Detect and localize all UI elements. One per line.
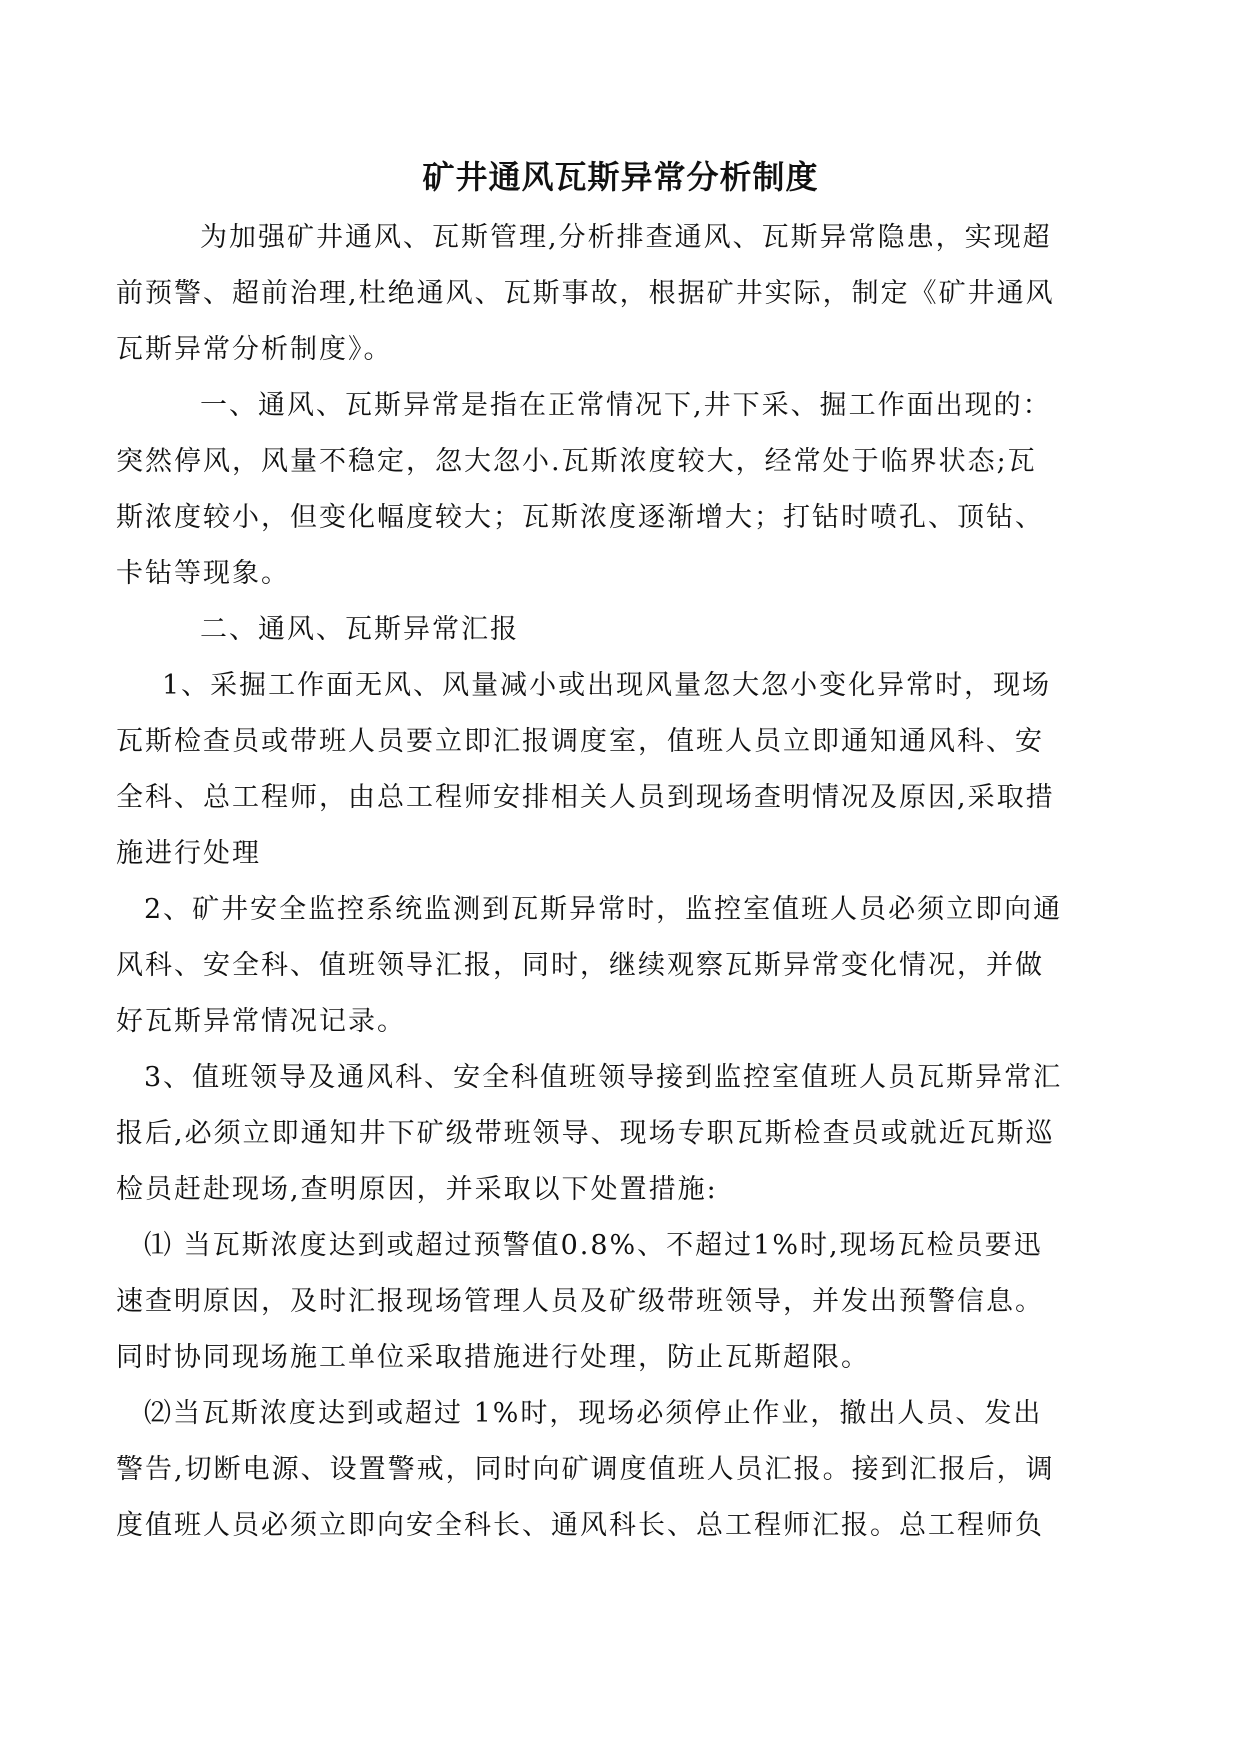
paragraph-sub-1	[116, 1218, 1126, 1386]
paragraph-item-2	[116, 882, 1126, 1050]
text-line: 好瓦斯异常情况记录。	[116, 1006, 406, 1037]
document-title: 矿井通风瓦斯异常分析制度	[422, 158, 819, 196]
text-line: 风科、安全科、值班领导汇报，同时，继续观察瓦斯异常变化情况，并做	[116, 950, 1044, 981]
text-line: 突然停风，风量不稳定，忽大忽小.瓦斯浓度较大，经常处于临界状态;瓦	[116, 446, 1037, 477]
text-line: ⑴ 当瓦斯浓度达到或超过预警值0.8%、不超过1%时,现场瓦检员要迅	[144, 1230, 1043, 1261]
text-line: 报后,必须立即通知井下矿级带班领导、现场专职瓦斯检查员或就近瓦斯巡	[116, 1118, 1055, 1149]
text-line: 3、值班领导及通风科、安全科值班领导接到监控室值班人员瓦斯异常汇	[144, 1062, 1063, 1093]
text-line: 度值班人员必须立即向安全科长、通风科长、总工程师汇报。总工程师负	[116, 1510, 1044, 1541]
text-line: 全科、总工程师，由总工程师安排相关人员到现场查明情况及原因,采取措	[116, 782, 1055, 813]
text-line: 1、采掘工作面无风、风量减小或出现风量忽大忽小变化异常时，现场	[162, 670, 1052, 701]
text-line: 为加强矿井通风、瓦斯管理,分析排查通风、瓦斯异常隐患，实现超	[200, 222, 1052, 253]
paragraph-intro	[116, 210, 1126, 378]
text-line: 斯浓度较小，但变化幅度较大；瓦斯浓度逐渐增大；打钻时喷孔、顶钻、	[116, 502, 1044, 533]
text-line: 瓦斯检查员或带班人员要立即汇报调度室，值班人员立即通知通风科、安	[116, 726, 1044, 757]
document-body	[116, 210, 1126, 1554]
text-line: 速查明原因，及时汇报现场管理人员及矿级带班领导，并发出预警信息。	[116, 1286, 1044, 1317]
paragraph-sub-2	[116, 1386, 1126, 1554]
text-line: 警告,切断电源、设置警戒，同时向矿调度值班人员汇报。接到汇报后，调	[116, 1454, 1055, 1485]
text-line: 2、矿井安全监控系统监测到瓦斯异常时，监控室值班人员必须立即向通	[144, 894, 1063, 925]
text-line: 检员赶赴现场,查明原因，并采取以下处置措施:	[116, 1174, 718, 1205]
text-line: 前预警、超前治理,杜绝通风、瓦斯事故，根据矿井实际，制定《矿井通风	[116, 278, 1055, 309]
text-line: 卡钻等现象。	[116, 558, 290, 589]
text-line: 同时协同现场施工单位采取措施进行处理，防止瓦斯超限。	[116, 1342, 870, 1373]
paragraph-item-1	[116, 658, 1126, 882]
paragraph-item-3	[116, 1050, 1126, 1218]
paragraph-section-1	[116, 378, 1126, 602]
section-2-heading	[116, 602, 1126, 658]
text-line: 一、通风、瓦斯异常是指在正常情况下,井下采、掘工作面出现的：	[200, 390, 1052, 421]
text-line: 二、通风、瓦斯异常汇报	[200, 614, 519, 645]
text-line: 瓦斯异常分析制度》。	[116, 334, 393, 365]
text-line: 施进行处理	[116, 838, 261, 869]
text-line: ⑵当瓦斯浓度达到或超过 1%时，现场必须停止作业，撤出人员、发出	[144, 1398, 1043, 1429]
